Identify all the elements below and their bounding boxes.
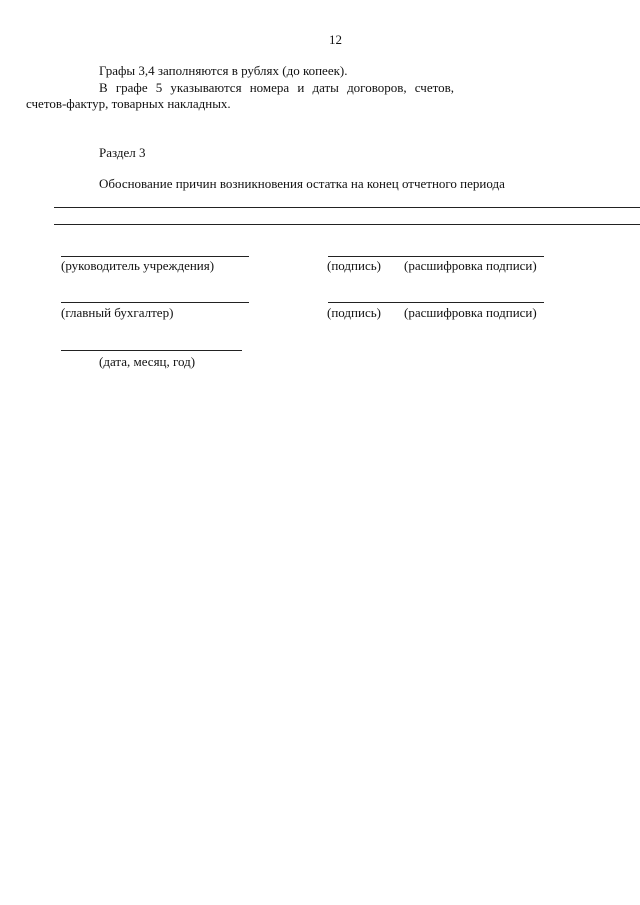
- head-signature-line: [61, 256, 249, 257]
- note-columns-3-4: Графы 3,4 заполняются в рублях (до копеек).: [99, 63, 348, 78]
- chief-accountant-signature-line: [61, 302, 249, 303]
- note-column-5-line-1: В графе 5 указываются номера и даты договоров, счетов,: [99, 80, 454, 95]
- justification-line-2: [54, 224, 640, 225]
- head-decode-label: (расшифровка подписи): [404, 258, 537, 273]
- chief-accountant-sign-label: (подпись): [327, 305, 381, 320]
- head-sign-label: (подпись): [327, 258, 381, 273]
- head-signature-decode-line: [328, 256, 544, 257]
- note-column-5-line-2: счетов-фактур, товарных накладных.: [26, 96, 231, 111]
- chief-accountant-decode-line: [328, 302, 544, 303]
- date-label: (дата, месяц, год): [99, 354, 196, 369]
- chief-accountant-decode-label: (расшифровка подписи): [404, 305, 537, 320]
- chief-accountant-label: (главный бухгалтер): [61, 305, 174, 320]
- date-line: [61, 350, 242, 351]
- page-number: 12: [329, 32, 342, 47]
- section-title: Раздел 3: [99, 145, 146, 160]
- head-label: (руководитель учреждения): [61, 258, 215, 273]
- justification-line-1: [54, 207, 640, 208]
- justification-title: Обоснование причин возникновения остатка на конец отчетного периода: [99, 176, 505, 191]
